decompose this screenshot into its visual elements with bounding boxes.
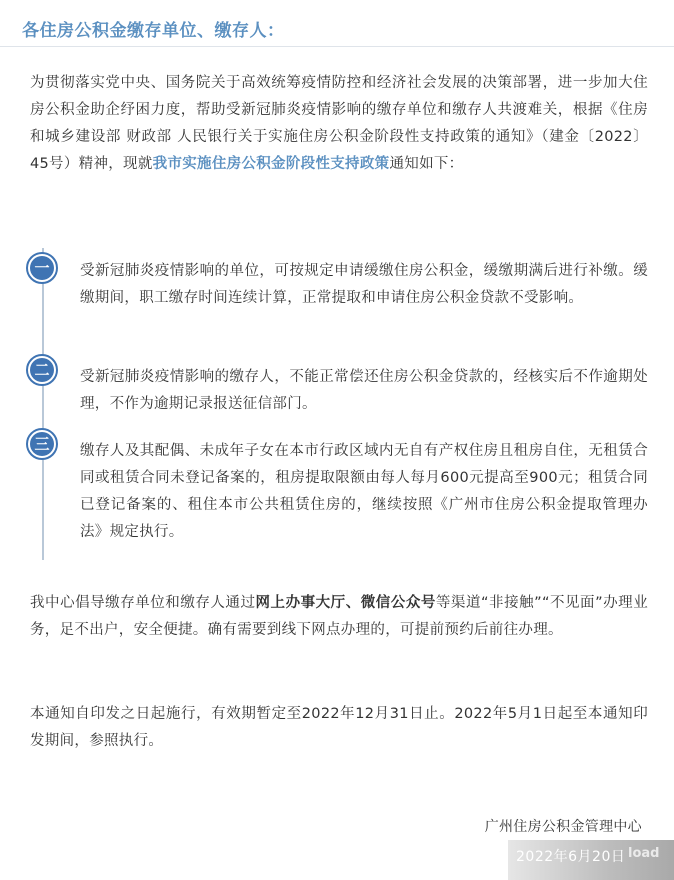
- item-badge-3: [26, 428, 58, 460]
- advocacy-paragraph: [30, 590, 648, 644]
- watermark: load: [628, 846, 660, 861]
- policy-item-1: 受新冠肺炎疫情影响的单位，可按规定申请缓缴住房公积金，缓缴期满后进行补缴。缓缴期间，职工缴存时间连续计算，正常提取和申请住房公积金贷款不受影响。: [80, 263, 648, 306]
- intro-text: 为贯彻落实党中央、国务院关于高效统筹疫情防控和经济社会发展的决策部署，进一步加大住房公积金助企纾困力度，帮助受新冠肺炎疫情影响的缴存单位和缴存人共渡难关，根据《住房和城乡建设部 财政部 人民银行关于实施住房公积金阶段性支持政策的通知》（建金〔2022〕45号）精神，现就: [30, 75, 648, 172]
- signature-org: 广州住房公积金管理中心: [484, 819, 642, 835]
- intro-highlight: 我市实施住房公积金阶段性支持政策: [152, 156, 390, 172]
- heading-divider: [0, 46, 674, 47]
- item-badge-2: [26, 354, 58, 386]
- advocacy-text-end: 等渠道“非接触”“不见面”办理业务，足不出户，安全便捷。确有需要到线下网点办理的，可提前预约后前往办理。: [30, 595, 648, 638]
- advocacy-text: 我中心倡导缴存单位和缴存人通过: [30, 595, 256, 611]
- item-number-3: 三: [30, 432, 54, 456]
- intro-paragraph: [30, 70, 648, 178]
- validity-paragraph: 本通知自印发之日起施行，有效期暂定至2022年12月31日止。2022年5月1日起至本通知印发期间，参照执行。: [30, 706, 648, 749]
- signature-date: 2022年6月20日: [516, 849, 626, 865]
- policy-item-3: 缴存人及其配偶、未成年子女在本市行政区域内无自有产权住房且租房自住，无租赁合同或租赁合同未登记备案的，租房提取限额由每人每月600元提高至900元；租赁合同已登记备案的、租住本市公共租赁住房的，继续按照《广州市住房公积金提取管理办法》规定执行。: [80, 443, 648, 540]
- greeting-heading: 各住房公积金缴存单位、缴存人：: [22, 21, 285, 41]
- item-number-2: 二: [30, 358, 54, 382]
- item-number-1: 一: [30, 256, 54, 280]
- policy-item-2: 受新冠肺炎疫情影响的缴存人，不能正常偿还住房公积金贷款的，经核实后不作逾期处理，不作为逾期记录报送征信部门。: [80, 369, 648, 412]
- item-badge-1: [26, 252, 58, 284]
- advocacy-channels: 网上办事大厅、微信公众号: [255, 595, 436, 611]
- timeline-line: [42, 248, 44, 560]
- intro-text-end: 通知如下：: [389, 156, 464, 172]
